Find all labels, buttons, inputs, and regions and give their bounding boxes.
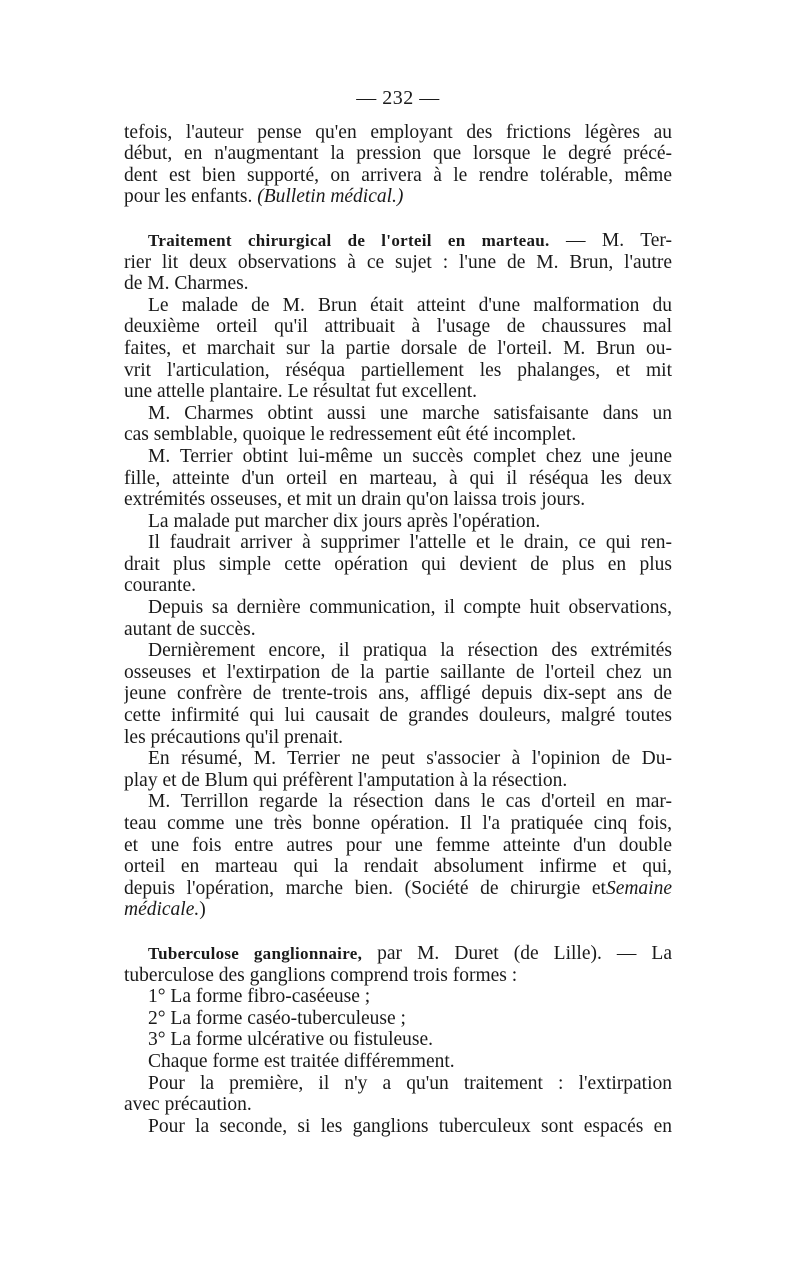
text-line: M. Terrier obtint lui-même un succès complet chez une jeune bbox=[148, 445, 672, 467]
text-line bbox=[124, 878, 672, 900]
text-line bbox=[124, 943, 672, 965]
text-line: drait plus simple cette opération qui devient de plus en plus bbox=[124, 553, 672, 575]
section-orteil-en-marteau bbox=[124, 230, 672, 921]
text-line: les précautions qu'il prenait. bbox=[124, 726, 344, 748]
text-line: avec précaution. bbox=[124, 1094, 252, 1116]
text-line: Pour la première, il n'y a qu'un traitement : l'extirpation bbox=[148, 1072, 672, 1094]
section-heading: Tuberculose ganglionnaire, bbox=[148, 943, 363, 963]
text-line: M. Charmes obtint aussi une marche satisfaisante dans un bbox=[148, 402, 672, 424]
text-line: vrit l'articulation, réséqua partiellement les phalanges, et mit bbox=[124, 359, 672, 381]
text-line: La malade put marcher dix jours après l'opération. bbox=[148, 510, 541, 532]
text-line bbox=[124, 230, 672, 252]
list-item: 3° La forme ulcérative ou fistuleuse. bbox=[148, 1029, 434, 1051]
source-citation: médicale. bbox=[124, 899, 200, 921]
text-line: En résumé, M. Terrier ne peut s'associer à l'opinion de Du- bbox=[148, 748, 672, 770]
list-item: 2° La forme caséo-tuberculeuse ; bbox=[148, 1007, 406, 1029]
text-line: tefois, l'auteur pense qu'en employant des frictions légères au bbox=[124, 121, 672, 143]
page-number: — 232 — bbox=[356, 87, 440, 109]
text-fragment: ) bbox=[199, 899, 206, 921]
text-line: cas semblable, quoique le redressement eût été incomplet. bbox=[124, 424, 577, 446]
text-line: orteil en marteau qui la rendait absolument infirme et qui, bbox=[124, 856, 672, 878]
text-line: Chaque forme est traitée différemment. bbox=[148, 1050, 455, 1072]
text-line bbox=[124, 899, 672, 921]
text-fragment: pour les enfants. bbox=[124, 186, 253, 208]
text-line: Pour la seconde, si les ganglions tuberculeux sont espacés en bbox=[148, 1115, 672, 1137]
text-line: faites, et marchait sur la partie dorsale de l'orteil. M. Brun ou- bbox=[124, 337, 672, 359]
text-line: autant de succès. bbox=[124, 618, 256, 640]
source-citation: Semaine bbox=[605, 877, 672, 899]
text-fragment: par M. Duret (de Lille). — La bbox=[362, 942, 672, 964]
text-line bbox=[124, 186, 672, 208]
text-line: M. Terrillon regarde la résection dans le cas d'orteil en mar- bbox=[148, 791, 672, 813]
text-line: dent est bien supporté, on arrivera à le rendre tolérable, même bbox=[124, 164, 672, 186]
section-tuberculose-ganglionnaire bbox=[124, 943, 672, 1137]
text-line: extrémités osseuses, et mit un drain qu'on laissa trois jours. bbox=[124, 489, 586, 511]
text-line: fille, atteinte d'un orteil en marteau, à qui il réséqua les deux bbox=[124, 467, 672, 489]
text-line: Depuis sa dernière communication, il compte huit observations, bbox=[148, 597, 672, 619]
paragraph-1 bbox=[124, 122, 672, 208]
section-heading: Traitement chirurgical de l'orteil en marteau. bbox=[148, 230, 550, 250]
text-line: jeune confrère de trente-trois ans, affligé depuis dix-sept ans de bbox=[124, 683, 672, 705]
page bbox=[124, 88, 672, 1137]
text-line: courante. bbox=[124, 575, 197, 597]
text-fragment: — M. Ter- bbox=[549, 229, 672, 251]
text-fragment: depuis l'opération, marche bien. (Société de chirurgie et bbox=[124, 877, 606, 899]
text-line: cette infirmité qui lui causait de grandes douleurs, malgré toutes bbox=[124, 705, 672, 727]
text-line: tuberculose des ganglions comprend trois formes : bbox=[124, 964, 518, 986]
text-line: une attelle plantaire. Le résultat fut excellent. bbox=[124, 381, 477, 403]
text-line: teau comme une très bonne opération. Il l'a pratiquée cinq fois, bbox=[124, 813, 672, 834]
text-line: rier lit deux observations à ce sujet : l'une de M. Brun, l'autre bbox=[124, 251, 672, 273]
text-line: début, en n'augmentant la pression que lorsque le degré précé- bbox=[124, 143, 672, 165]
text-line: Dernièrement encore, il pratiqua la résection des extrémités bbox=[148, 640, 672, 662]
source-citation: (Bulletin médical.) bbox=[257, 186, 404, 208]
text-line: Il faudrait arriver à supprimer l'attelle et le drain, ce qui ren- bbox=[148, 532, 672, 554]
text-line: deuxième orteil qu'il attribuait à l'usage de chaussures mal bbox=[124, 316, 672, 338]
list-item: 1° La forme fibro-caséeuse ; bbox=[148, 986, 371, 1008]
text-line: osseuses et l'extirpation de la partie saillante de l'orteil chez un bbox=[124, 661, 672, 683]
text-line: de M. Charmes. bbox=[124, 273, 249, 295]
text-line: et une fois entre autres pour une femme atteinte d'un double bbox=[124, 834, 672, 856]
text-line: Le malade de M. Brun était atteint d'une malformation du bbox=[148, 294, 672, 316]
text-line: play et de Blum qui préfèrent l'amputation à la résection. bbox=[124, 769, 568, 791]
